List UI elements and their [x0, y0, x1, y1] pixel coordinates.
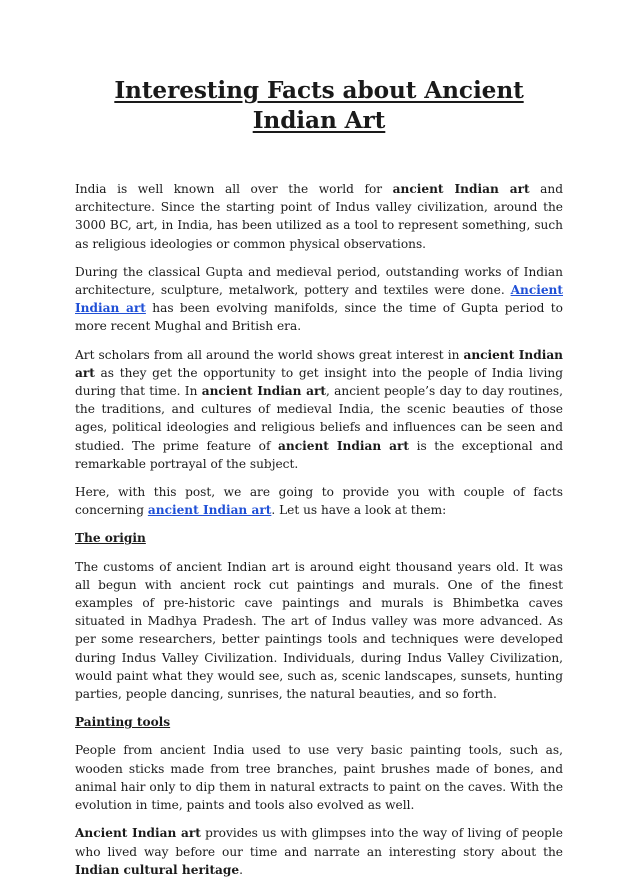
text-run: has been evolving manifolds, since the time of Gupta period to more recent Mughal and British era. [75, 301, 563, 334]
text-run: Art scholars from all around the world shows great interest in [75, 347, 464, 362]
paragraph-art-scholars [75, 346, 563, 473]
text-run: is the exceptional and remarkable portrayal of the subject. [75, 438, 564, 471]
page-title: Interesting Facts about Ancient Indian Art [114, 77, 524, 134]
text-run: Here, with this post, we are going to provide you with couple of facts concerning [75, 485, 563, 518]
text-run: During the classical Gupta and medieval period, outstanding works of Indian architecture, sculpture, metalwork, pottery and textiles were done. [75, 264, 563, 298]
ancient-indian-art-link[interactable]: Ancient Indian art [75, 283, 563, 316]
section-heading-painting-tools: Painting tools [75, 715, 171, 730]
text-run: and architecture. Since the starting point of Indus valley civilization, around the 3000 BC, art, in India, has been utilized as a tool to represent something, such as religious ideologies or common physical observations. [75, 182, 563, 251]
section-heading-origin: The origin [75, 531, 146, 546]
text-run: provides us with glimpses into the way of living of people who lived way before our time and narrate an interesting story about the [75, 826, 563, 859]
bold-keyword: ancient Indian art [278, 438, 409, 453]
paragraph-conclusion [75, 824, 563, 879]
text-run: . Let us have a look at them: [271, 503, 447, 518]
bold-keyword: Indian cultural heritage [75, 862, 240, 877]
ancient-indian-art-link[interactable]: ancient Indian art [147, 503, 272, 518]
paragraph-gupta-period [75, 263, 563, 336]
paragraph-intro [75, 180, 563, 253]
paragraph-post-intro [75, 483, 563, 519]
paragraph-painting-tools: People from ancient India used to use very basic painting tools, such as, wooden sticks made from tree branches, paint brushes made of bones, and animal hair only to dip them in natural extracts to paint on the caves. With the evolution in time, paints and tools also evolved as well. [75, 743, 563, 813]
text-run: . [239, 862, 244, 877]
text-run: as they get the opportunity to get insight into the people of India living during that time. In [75, 365, 563, 399]
bold-keyword: ancient Indian art [75, 347, 564, 380]
bold-keyword: Ancient Indian art [75, 826, 201, 841]
text-run: , ancient people’s day to day routines, the traditions, and cultures of medieval India, the scenic beauties of those ages, political ideologies and religious beliefs and influences can be seen and studied. The prime feature of [75, 384, 564, 453]
text-run: India is well known all over the world for [75, 182, 393, 196]
bold-keyword: ancient Indian art [201, 384, 327, 399]
bold-keyword: ancient Indian art [392, 182, 530, 196]
paragraph-origin: The customs of ancient Indian art is around eight thousand years old. It was all begun with ancient rock cut paintings and murals. One of the finest examples of pre-historic cave paintings and murals is Bhimbetka caves situated in Madhya Pradesh. The art of Indus valley was more advanced. As per some researchers, better paintings tools and techniques were developed during Indus Valley Civilization. Individuals, during Indus Valley Civilization, would paint what they would see, such as, scenic landscapes, sunsets, hunting parties, people dancing, sunrises, the natural beauties, and so forth. [75, 559, 563, 702]
